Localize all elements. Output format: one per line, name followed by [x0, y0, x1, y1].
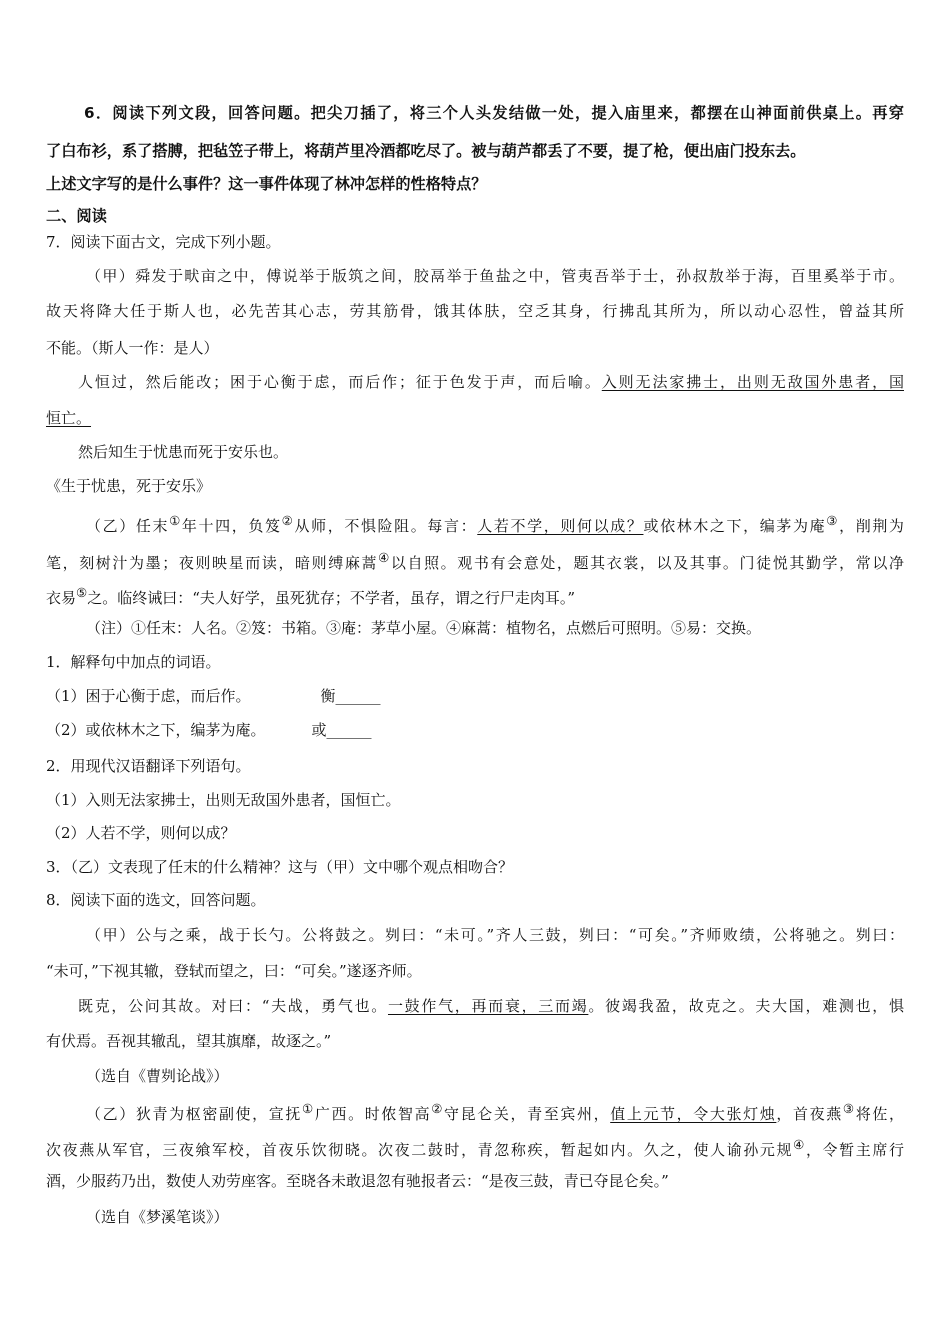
q7-sub2-2: （2）人若不学，则何以成？: [46, 824, 236, 842]
q7-jia-p3: 然后知生于忧患而死于安乐也。: [78, 443, 289, 461]
q8-underlined-sentence: 一鼓作气，再而衰，三而竭: [387, 997, 589, 1015]
q7-yi-line-1: （乙）任末①年十四，负笈②从师，不惧险阻。每言：人若不学，则何以成？或依林木之下，编茅为庵③，削荆为: [86, 513, 904, 535]
q8-yi-line-2: 次夜燕从军官，三夜飨军校，首夜乐饮彻晓。次夜二鼓时，青忽称疾，暂起如内。久之，使人谕孙元规④，令暂主席行: [46, 1137, 904, 1159]
q8-jia-line-3: 既克，公问其故。对曰：“夫战，勇气也。一鼓作气，再而衰，三而竭。彼竭我盈，故克之。夫大国，难测也，惧: [78, 997, 904, 1015]
q8-jia-line-2: “未可，”下视其辙，登轼而望之，曰：“可矣。”遂逐齐师。: [46, 962, 422, 980]
q7-jia-line-3: 不能。（斯人一作：是人）: [46, 339, 219, 357]
q7-yi-line-3: 衣易⑤之。临终诫曰：“夫人好学，虽死犹存；不学者，虽存，谓之行尸走肉耳。”: [46, 585, 576, 607]
q7-sub1-2: （2）或依林木之下，编茅为庵。 或______: [46, 721, 372, 739]
section-heading: 二、阅读: [46, 207, 107, 225]
q8-yi-line-3: 酒，少服药乃出，数使人劝劳座客。至晓各未敢退忽有驰报者云：“是夜三鼓，青已夺昆仑矣。”: [46, 1172, 669, 1190]
q7-jia-p2-line-1: [78, 372, 904, 392]
q7-intro: 7．阅读下面古文，完成下列小题。: [46, 233, 281, 251]
q7-jia-line-2: 故天将降大任于斯人也，必先苦其心志，劳其筋骨，饿其体肤，空乏其身，行拂乱其所为，所以动心忍性，曾益其所: [46, 302, 904, 320]
q8-intro: 8．阅读下面的选文，回答问题。: [46, 891, 266, 909]
q7-jia-line-1: （甲）舜发于畎亩之中，傅说举于版筑之间，胶鬲举于鱼盐之中，管夷吾举于士，孙叔敖举于海，百里奚举于市。: [86, 267, 904, 285]
q7-sub2-1: （1）入则无法家拂士，出则无敌国外患者，国恒亡。: [46, 791, 401, 809]
q7-jia-source: 《生于忧患，死于安乐》: [46, 477, 212, 495]
q8-jia-source: （选自《曹刿论战》）: [86, 1067, 229, 1085]
q6-line-2: 了白布衫，系了搭膊，把毡笠子带上，将葫芦里冷酒都吃尽了。被与葫芦都丢了不要，提了枪，便出庙门投东去。: [46, 142, 806, 160]
q7-underlined-sentence: 入则无法家拂士，出则无敌国外患者，国: [601, 373, 904, 391]
q7-jia-p2-text: 人恒过，然后能改；困于心衡于虑，而后作；征于色发于声，而后喻。: [78, 373, 602, 391]
q7-sub2: 2．用现代汉语翻译下列语句。: [46, 757, 251, 775]
q8-yi-underlined: 值上元节，令大张灯烛: [610, 1105, 777, 1123]
q7-yi-underlined: 人若不学，则何以成？: [477, 517, 644, 535]
q8-yi-source: （选自《梦溪笔谈》）: [86, 1208, 229, 1226]
q7-note: （注）①任末：人名。②笈：书箱。③庵：茅草小屋。④麻蒿：植物名，点燃后可照明。⑤易：交换。: [86, 619, 762, 637]
q7-sub1-1: （1）困于心衡于虑，而后作。 衡______: [46, 687, 381, 705]
q7-jia-p2-line-2: [46, 408, 904, 428]
q8-yi-line-1: （乙）狄青为枢密副使，宣抚①广西。时侬智高②守昆仑关，青至宾州，值上元节，令大张灯烛，首夜燕③将佐，: [86, 1101, 904, 1123]
q7-sub1-2-blank[interactable]: 或______: [311, 721, 372, 739]
q6-line-1: 6．阅读下列文段，回答问题。把尖刀插了，将三个人头发结做一处，提入庙里来，都摆在山神面前供桌上。再穿: [84, 104, 904, 122]
q7-underlined-end: 恒亡。: [46, 409, 92, 427]
q7-yi-line-2: 笔，刻树汁为墨；夜则映星而读，暗则缚麻蒿④以自照。观书有会意处，题其衣裳，以及其事。门徒悦其勤学，常以净: [46, 550, 904, 572]
q7-sub1: 1．解释句中加点的词语。: [46, 653, 221, 671]
q8-jia-line-4: 有伏焉。吾视其辙乱，望其旗靡，故逐之。”: [46, 1032, 332, 1050]
q6-question: 上述文字写的是什么事件？这一事件体现了林冲怎样的性格特点？: [46, 175, 487, 193]
q7-sub3: 3．（乙）文表现了任末的什么精神？这与（甲）文中哪个观点相吻合？: [46, 858, 514, 876]
q7-sub1-1-blank[interactable]: 衡______: [320, 687, 381, 705]
q8-jia-line-1: （甲）公与之乘，战于长勺。公将鼓之。刿曰：“未可。”齐人三鼓，刿曰：“可矣。”齐师败绩，公将驰之。刿曰：: [86, 926, 904, 944]
